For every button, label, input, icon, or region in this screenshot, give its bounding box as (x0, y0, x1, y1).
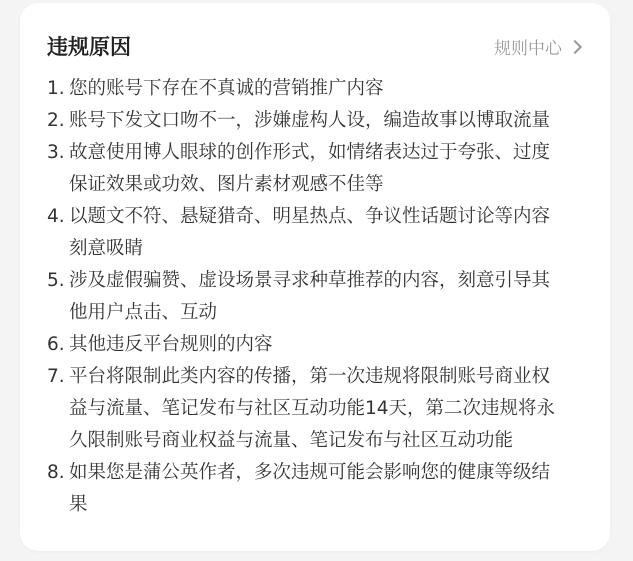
list-item (47, 361, 587, 457)
item-number: 2. (47, 110, 65, 131)
violation-reasons-card (20, 3, 610, 551)
item-text-line: 账号下发文口吻不一，涉嫌虚构人设，编造故事以博取流量 (69, 110, 551, 131)
item-text-line: 他用户点击、互动 (69, 302, 218, 323)
list-item (47, 105, 587, 137)
chevron-right-icon (568, 39, 582, 53)
item-text-line: 保证效果或功效、图片素材观感不佳等 (69, 174, 384, 195)
card-title: 违规原因 (47, 35, 131, 59)
list-item (47, 329, 587, 361)
item-text-line: 以题文不符、悬疑猎奇、明星热点、争议性话题讨论等内容 (69, 206, 551, 227)
item-number: 5. (47, 270, 65, 291)
item-number: 7. (47, 366, 65, 387)
violation-list (47, 73, 587, 521)
list-item (47, 457, 587, 521)
item-text-line: 其他违反平台规则的内容 (69, 334, 273, 355)
item-text-line: 刻意吸睛 (69, 238, 144, 259)
item-text (69, 457, 587, 521)
item-number: 1. (47, 78, 65, 99)
list-item (47, 73, 587, 105)
list-item (47, 201, 587, 265)
item-number: 6. (47, 334, 65, 355)
rules-center-label: 规则中心 (494, 39, 562, 59)
rules-center-link[interactable] (494, 34, 580, 59)
list-item (47, 265, 587, 329)
item-text (69, 73, 587, 105)
item-number: 8. (47, 462, 65, 483)
item-text-line: 故意使用博人眼球的创作形式，如情绪表达过于夸张、过度 (69, 142, 551, 163)
item-text (69, 265, 587, 329)
item-text-line: 如果您是蒲公英作者，多次违规可能会影响您的健康等级结 (69, 462, 551, 483)
item-text (69, 329, 587, 361)
item-text (69, 361, 587, 457)
item-text-line: 益与流量、笔记发布与社区互动功能14天，第二次违规将永 (69, 398, 556, 419)
item-text-line: 平台将限制此类内容的传播，第一次违规将限制账号商业权 (69, 366, 551, 387)
item-text (69, 105, 587, 137)
item-number: 3. (47, 142, 65, 163)
item-text (69, 201, 587, 265)
item-text-line: 您的账号下存在不真诚的营销推广内容 (69, 78, 384, 99)
item-text-line: 久限制账号商业权益与流量、笔记发布与社区互动功能 (69, 430, 514, 451)
item-number: 4. (47, 206, 65, 227)
item-text (69, 137, 587, 201)
list-item (47, 137, 587, 201)
item-text-line: 果 (69, 494, 88, 515)
item-text-line: 涉及虚假骗赞、虚设场景寻求种草推荐的内容，刻意引导其 (69, 270, 551, 291)
